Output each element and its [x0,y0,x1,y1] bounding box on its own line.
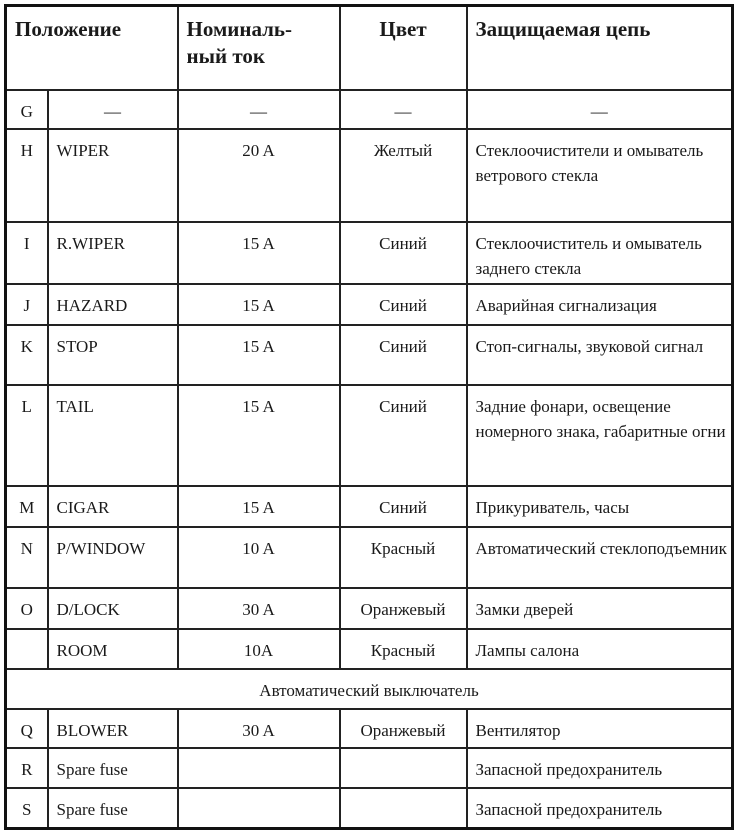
cell-color: Желтый [340,129,467,222]
cell-circuit: Задние фонари, освещение номерного знака, габаритные огни [467,385,733,486]
table-row [6,527,733,588]
table-row [6,222,733,284]
cell-rating [178,788,340,829]
cell-position: N [6,527,48,588]
cell-fuse-name: STOP [48,325,178,385]
cell-fuse-name: BLOWER [48,709,178,748]
cell-color [340,748,467,788]
table-row [6,748,733,788]
cell-position: S [6,788,48,829]
cell-rating: 10A [178,629,340,669]
header-position: Положение [6,6,178,90]
cell-fuse-name: WIPER [48,129,178,222]
cell-circuit: — [467,90,733,129]
cell-color [340,788,467,829]
cell-position [6,629,48,669]
table-body-top [6,90,733,669]
cell-circuit: Автоматический стеклоподъемник [467,527,733,588]
header-rating: Номиналь-ный ток [178,6,340,90]
cell-position: L [6,385,48,486]
section-label: Автоматический выключатель [6,669,733,709]
table-row [6,486,733,527]
table-row [6,325,733,385]
cell-circuit: Аварийная сигнализация [467,284,733,325]
cell-rating: 30 A [178,588,340,629]
cell-rating: — [178,90,340,129]
cell-rating: 10 A [178,527,340,588]
cell-rating: 20 A [178,129,340,222]
table-row [6,588,733,629]
cell-fuse-name: — [48,90,178,129]
cell-circuit: Запасной предохранитель [467,788,733,829]
table-body-bottom [6,709,733,829]
cell-fuse-name: ROOM [48,629,178,669]
cell-circuit: Стеклоочистители и омыватель ветрового стекла [467,129,733,222]
cell-fuse-name: HAZARD [48,284,178,325]
cell-fuse-name: Spare fuse [48,788,178,829]
cell-color: Оранжевый [340,709,467,748]
table-row [6,629,733,669]
cell-position: G [6,90,48,129]
table-row [6,709,733,748]
cell-rating: 15 A [178,325,340,385]
table-row [6,284,733,325]
cell-rating: 15 A [178,486,340,527]
cell-circuit: Стоп-сигналы, звуковой сигнал [467,325,733,385]
cell-position: O [6,588,48,629]
cell-color: Красный [340,527,467,588]
cell-circuit: Стеклоочиститель и омыватель заднего стекла [467,222,733,284]
table-row [6,788,733,829]
cell-position: H [6,129,48,222]
cell-fuse-name: D/LOCK [48,588,178,629]
cell-color: Синий [340,222,467,284]
cell-rating: 15 A [178,385,340,486]
cell-color: Красный [340,629,467,669]
header-row [6,6,733,90]
section-body [6,669,733,709]
table-row [6,129,733,222]
cell-position: I [6,222,48,284]
cell-color: Синий [340,325,467,385]
cell-circuit: Вентилятор [467,709,733,748]
cell-color: Синий [340,284,467,325]
cell-position: R [6,748,48,788]
cell-fuse-name: CIGAR [48,486,178,527]
cell-position: J [6,284,48,325]
cell-circuit: Запасной предохранитель [467,748,733,788]
cell-color: Оранжевый [340,588,467,629]
cell-position: K [6,325,48,385]
cell-rating: 15 A [178,222,340,284]
cell-position: Q [6,709,48,748]
cell-color: Синий [340,486,467,527]
cell-rating [178,748,340,788]
cell-circuit: Замки дверей [467,588,733,629]
cell-circuit: Прикуриватель, часы [467,486,733,527]
cell-rating: 30 A [178,709,340,748]
table-row [6,385,733,486]
cell-position: M [6,486,48,527]
cell-color: Синий [340,385,467,486]
header-color: Цвет [340,6,467,90]
fuse-table [4,4,734,830]
cell-rating: 15 A [178,284,340,325]
header-circuit: Защищаемая цепь [467,6,733,90]
cell-circuit: Лампы салона [467,629,733,669]
cell-fuse-name: Spare fuse [48,748,178,788]
cell-fuse-name: P/WINDOW [48,527,178,588]
table-row [6,90,733,129]
section-row [6,669,733,709]
cell-fuse-name: R.WIPER [48,222,178,284]
cell-fuse-name: TAIL [48,385,178,486]
cell-color: — [340,90,467,129]
